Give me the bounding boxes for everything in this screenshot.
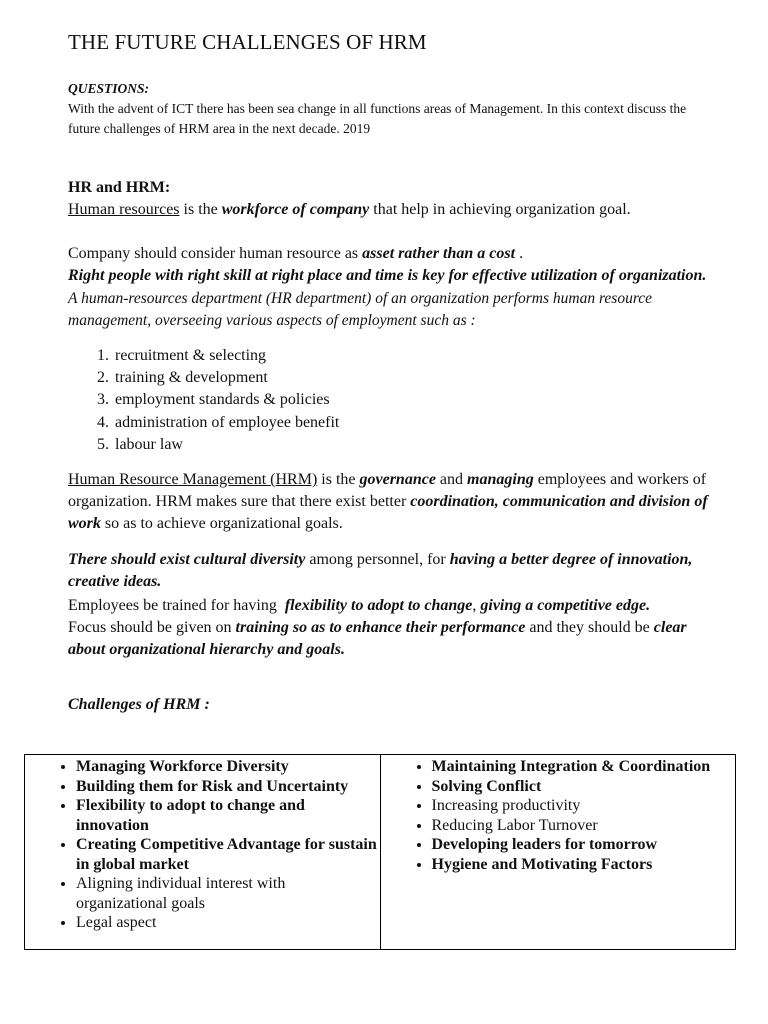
hr-section-heading: HR and HRM: xyxy=(68,179,171,196)
challenge-item: • Reducing Labor Turnover xyxy=(432,816,736,836)
text-run: and they should be xyxy=(525,619,654,636)
hrm-definition-paragraph xyxy=(68,469,718,535)
text-run: employees and workers of organization. HRM makes sure that there exist better xyxy=(68,471,707,510)
challenge-item: • Creating Competitive Advantage for sustain in global market xyxy=(76,835,380,874)
text-run: , xyxy=(472,597,481,614)
governance-emphasis: governance xyxy=(359,471,436,488)
challenges-heading: Challenges of HRM : xyxy=(68,696,210,713)
challenges-left-list xyxy=(25,757,380,933)
text-run: Employees be trained for having xyxy=(68,597,285,614)
list-item: 2. training & development xyxy=(113,367,713,389)
hierarchy-emphasis: clear about organizational hierarchy and goals. xyxy=(68,619,687,658)
training-paragraph xyxy=(68,617,718,661)
asset-emphasis: asset rather than a cost xyxy=(362,245,516,262)
challenges-right-column xyxy=(380,755,736,950)
right-people-emphasis: Right people with right skill at right place and time is key for effective utilization of organization. xyxy=(68,267,707,284)
challenge-item: • Flexibility to adopt to change and innovation xyxy=(76,796,380,835)
flexibility-paragraph xyxy=(68,595,718,617)
list-item: 3. employment standards & policies xyxy=(113,389,713,411)
challenge-item: • Increasing productivity xyxy=(432,796,736,816)
text-run: that help in achieving organization goal. xyxy=(369,201,631,218)
asset-paragraph xyxy=(68,243,718,287)
text-run: . xyxy=(515,245,524,262)
text-run: among personnel, for xyxy=(305,551,450,568)
challenge-item: • Maintaining Integration & Coordination xyxy=(432,757,736,777)
hr-functions-list xyxy=(68,345,713,456)
questions-heading: QUESTIONS: xyxy=(68,81,150,96)
hr-definition-paragraph xyxy=(68,199,718,221)
managing-emphasis: managing xyxy=(467,471,534,488)
training-emphasis: training so as to enhance their performance xyxy=(235,619,526,636)
workforce-emphasis: workforce of company xyxy=(221,201,370,218)
competitive-edge-emphasis: giving a competitive edge. xyxy=(480,597,651,614)
challenge-item: • Managing Workforce Diversity xyxy=(76,757,380,777)
hrm-term: Human Resource Management (HRM) xyxy=(68,471,318,488)
human-resources-term: Human resources xyxy=(68,201,180,218)
diversity-paragraph xyxy=(68,549,718,593)
text-run: is the xyxy=(317,471,360,488)
diversity-emphasis: There should exist cultural diversity xyxy=(68,551,306,568)
text-run: Company should consider human resource as xyxy=(68,245,363,262)
list-item: 5. labour law xyxy=(113,434,713,456)
challenge-item: • Developing leaders for tomorrow xyxy=(432,835,736,855)
challenge-item: • Solving Conflict xyxy=(432,777,736,797)
questions-body: With the advent of ICT there has been sea change in all functions areas of Management. In this context discuss the future challenges of HRM area in the next decade. 2019 xyxy=(68,101,687,136)
innovation-emphasis: having a better degree of innovation, creative ideas. xyxy=(68,551,693,590)
list-item: 4. administration of employee benefit xyxy=(113,412,713,434)
challenges-table xyxy=(24,754,736,950)
flexibility-emphasis: flexibility to adopt to change xyxy=(284,597,473,614)
page-title: THE FUTURE CHALLENGES OF HRM xyxy=(68,30,427,54)
hr-department-paragraph: A human-resources department (HR department) of an organization performs human resource management, overseeing various aspects of employment such as : xyxy=(68,290,653,329)
text-run: is the xyxy=(179,201,222,218)
challenge-item: • Hygiene and Motivating Factors xyxy=(432,855,736,875)
challenge-item: • Aligning individual interest with organizational goals xyxy=(76,874,380,913)
challenge-item: • Legal aspect xyxy=(76,913,380,933)
text-run: Focus should be given on xyxy=(68,619,236,636)
challenge-item: • Building them for Risk and Uncertainty xyxy=(76,777,380,797)
challenges-right-list xyxy=(381,757,736,874)
text-run: and xyxy=(435,471,468,488)
coordination-emphasis: coordination, communication and division of work xyxy=(68,493,708,532)
text-run: so as to achieve organizational goals. xyxy=(100,515,343,532)
list-item: 1. recruitment & selecting xyxy=(113,345,713,367)
challenges-left-column xyxy=(25,755,381,950)
